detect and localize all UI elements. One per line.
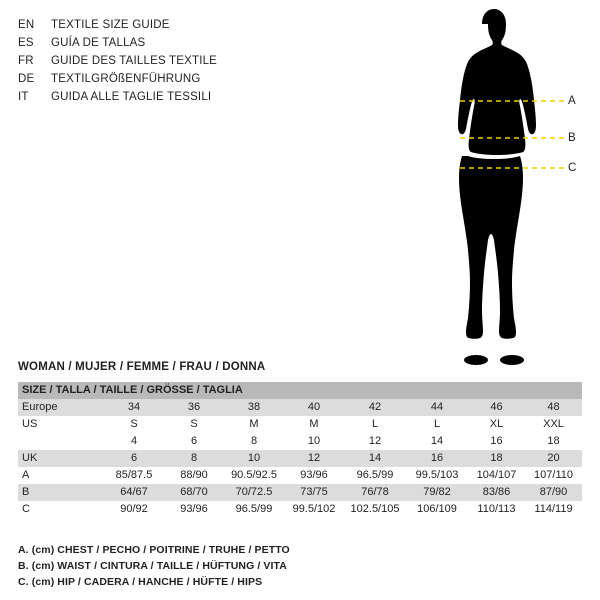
cell: 73/75 (284, 484, 344, 501)
size-table (18, 382, 582, 518)
cell: 96.5/99 (344, 467, 406, 484)
table-row (18, 433, 582, 450)
table-row (18, 501, 582, 518)
cell: 107/110 (525, 467, 582, 484)
cell: S (164, 416, 224, 433)
cell: 102.5/105 (344, 501, 406, 518)
table-header-label: SIZE / TALLA / TAILLE / GRÖSSE / TAGLIA (18, 382, 582, 399)
cell: 6 (164, 433, 224, 450)
cell: 4 (104, 433, 164, 450)
marker-label-b: B (568, 132, 576, 144)
cell: 96.5/99 (224, 501, 284, 518)
cell: 40 (284, 399, 344, 416)
language-title: GUIDA ALLE TAGLIE TESSILI (51, 91, 212, 103)
language-row (18, 16, 318, 34)
measurement-legend (18, 542, 518, 590)
cell: 64/67 (104, 484, 164, 501)
cell: 104/107 (468, 467, 525, 484)
cell: 38 (224, 399, 284, 416)
legend-item-c: C. (cm) HIP / CADERA / HANCHE / HÜFTE / HIPS (18, 576, 263, 588)
cell: 68/70 (164, 484, 224, 501)
cell: 46 (468, 399, 525, 416)
language-code: FR (18, 55, 34, 67)
row-label (18, 433, 104, 450)
cell: 83/86 (468, 484, 525, 501)
cell: 85/87.5 (104, 467, 164, 484)
language-row (18, 88, 318, 106)
language-code: ES (18, 37, 34, 49)
cell: 110/113 (468, 501, 525, 518)
cell: L (344, 416, 406, 433)
language-row (18, 34, 318, 52)
table-header-row (18, 382, 582, 399)
language-code: EN (18, 19, 35, 31)
cell: 12 (344, 433, 406, 450)
cell: 99.5/102 (284, 501, 344, 518)
cell: 6 (104, 450, 164, 467)
language-list (18, 16, 318, 106)
cell: 14 (406, 433, 468, 450)
language-row (18, 70, 318, 88)
row-label: US (18, 416, 104, 433)
language-title: TEXTILE SIZE GUIDE (51, 19, 170, 31)
cell: 93/96 (284, 467, 344, 484)
table-row (18, 399, 582, 416)
cell: 70/72.5 (224, 484, 284, 501)
cell: 36 (164, 399, 224, 416)
cell: 8 (164, 450, 224, 467)
cell: 34 (104, 399, 164, 416)
cell: M (284, 416, 344, 433)
female-silhouette-figure (430, 8, 590, 373)
row-label: Europe (18, 399, 104, 416)
cell: 18 (525, 433, 582, 450)
cell: 87/90 (525, 484, 582, 501)
cell: L (406, 416, 468, 433)
legend-item-b: B. (cm) WAIST / CINTURA / TAILLE / HÜFTUNG / VITA (18, 560, 287, 572)
table-row (18, 416, 582, 433)
legend-item-a: A. (cm) CHEST / PECHO / POITRINE / TRUHE / PETTO (18, 544, 290, 556)
cell: 16 (468, 433, 525, 450)
table-row (18, 450, 582, 467)
language-code: DE (18, 73, 35, 85)
cell: 76/78 (344, 484, 406, 501)
cell: 106/109 (406, 501, 468, 518)
section-title: WOMAN / MUJER / FEMME / FRAU / DONNA (18, 361, 266, 373)
language-title: GUÍA DE TALLAS (51, 37, 146, 49)
silhouette-icon (430, 8, 590, 373)
cell: 14 (344, 450, 406, 467)
cell: 114/119 (525, 501, 582, 518)
row-label: B (18, 484, 104, 501)
language-row (18, 52, 318, 70)
cell: 79/82 (406, 484, 468, 501)
size-table-wrap (18, 382, 582, 518)
cell: 90/92 (104, 501, 164, 518)
marker-label-a: A (568, 95, 576, 107)
cell: 44 (406, 399, 468, 416)
cell: XXL (525, 416, 582, 433)
cell: 18 (468, 450, 525, 467)
cell: 93/96 (164, 501, 224, 518)
cell: 48 (525, 399, 582, 416)
cell: 12 (284, 450, 344, 467)
table-row (18, 467, 582, 484)
table-row (18, 484, 582, 501)
marker-label-c: C (568, 162, 577, 174)
cell: 42 (344, 399, 406, 416)
language-code: IT (18, 91, 29, 103)
cell: M (224, 416, 284, 433)
language-title: TEXTILGRÖßENFÜHRUNG (51, 73, 201, 85)
language-title: GUIDE DES TAILLES TEXTILE (51, 55, 218, 67)
cell: 8 (224, 433, 284, 450)
cell: 10 (284, 433, 344, 450)
cell: S (104, 416, 164, 433)
cell: 88/90 (164, 467, 224, 484)
cell: 16 (406, 450, 468, 467)
row-label: C (18, 501, 104, 518)
row-label: A (18, 467, 104, 484)
cell: 99.5/103 (406, 467, 468, 484)
row-label: UK (18, 450, 104, 467)
cell: 90.5/92.5 (224, 467, 284, 484)
cell: XL (468, 416, 525, 433)
cell: 20 (525, 450, 582, 467)
cell: 10 (224, 450, 284, 467)
